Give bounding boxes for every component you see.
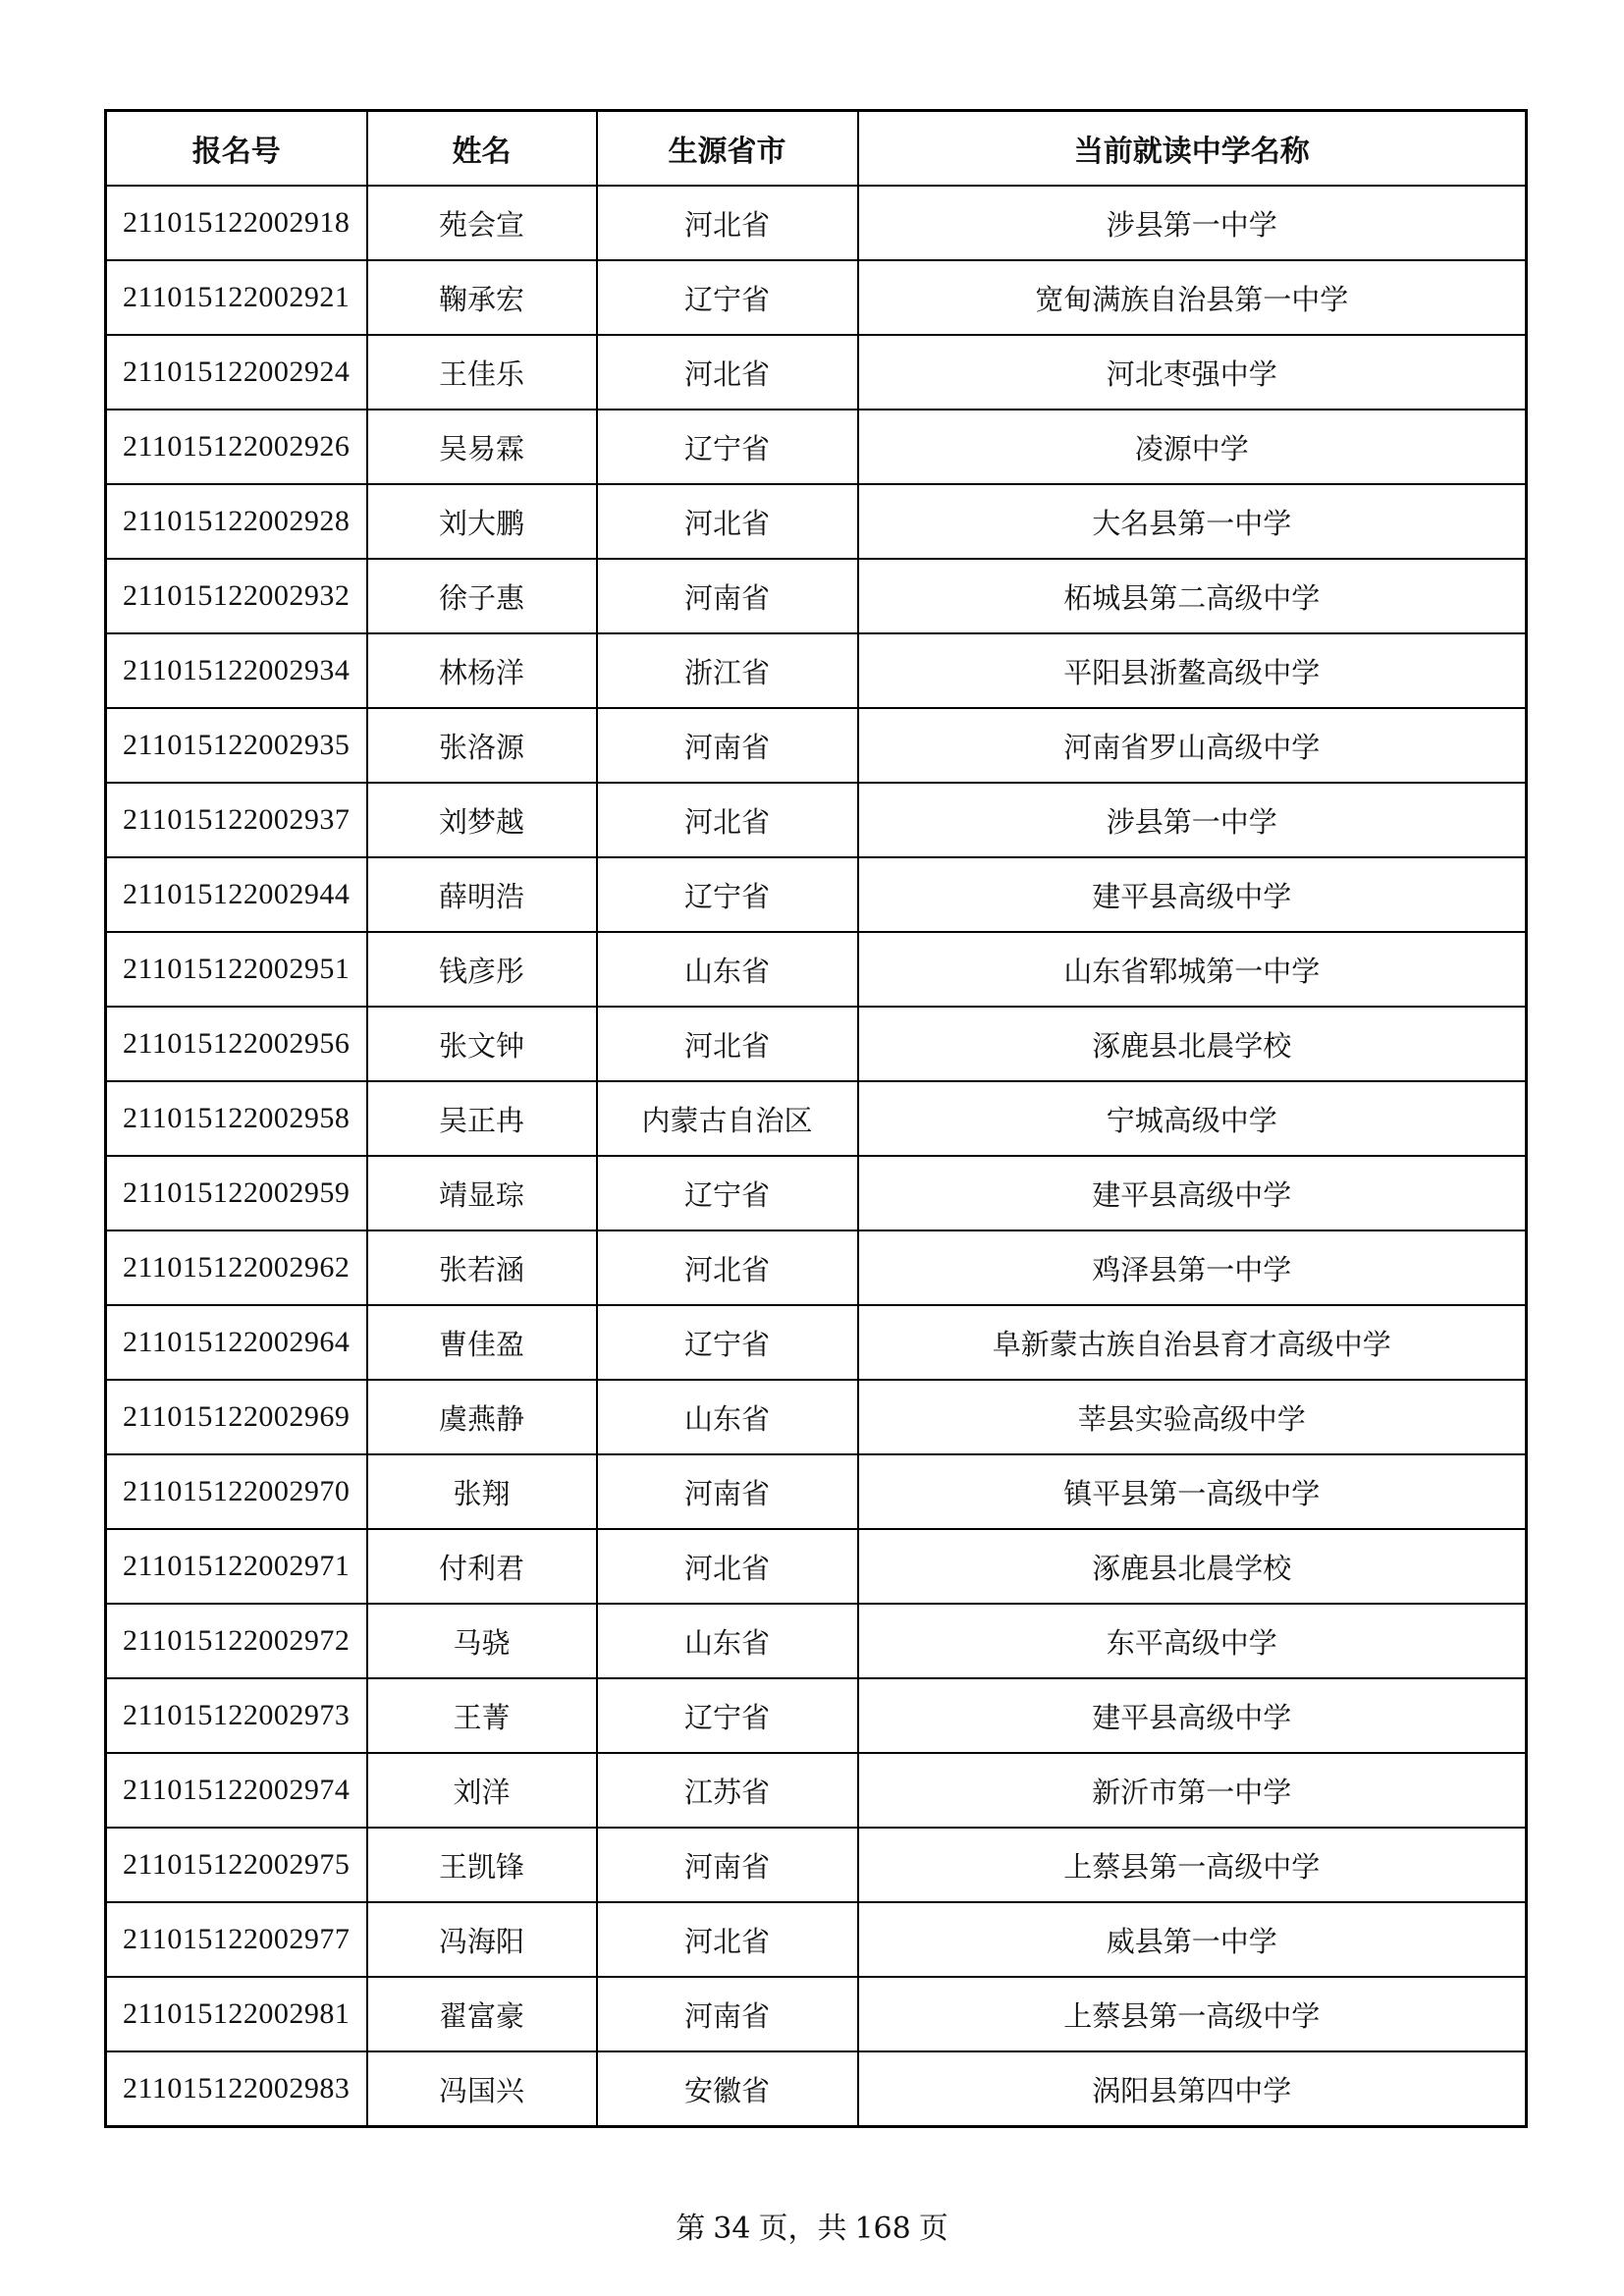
cell-name: 张若涵	[367, 1230, 597, 1305]
cell-school: 涿鹿县北晨学校	[858, 1529, 1527, 1604]
cell-school: 涿鹿县北晨学校	[858, 1007, 1527, 1081]
cell-reg-no: 211015122002959	[106, 1156, 367, 1230]
cell-reg-no: 211015122002981	[106, 1977, 367, 2051]
cell-name: 曹佳盈	[367, 1305, 597, 1380]
table-row	[106, 633, 1527, 708]
cell-reg-no: 211015122002937	[106, 783, 367, 857]
header-row	[106, 111, 1527, 187]
table-row	[106, 1604, 1527, 1678]
cell-school: 宁城高级中学	[858, 1081, 1527, 1156]
cell-reg-no: 211015122002935	[106, 708, 367, 783]
table-row	[106, 410, 1527, 484]
cell-province: 河北省	[597, 1007, 858, 1081]
cell-name: 张翔	[367, 1454, 597, 1529]
cell-province: 山东省	[597, 1380, 858, 1454]
cell-reg-no: 211015122002932	[106, 559, 367, 633]
cell-school: 平阳县浙鳌高级中学	[858, 633, 1527, 708]
admission-roster-table	[104, 109, 1528, 2128]
cell-name: 张文钟	[367, 1007, 597, 1081]
cell-name: 徐子惠	[367, 559, 597, 633]
cell-name: 翟富豪	[367, 1977, 597, 2051]
cell-school: 镇平县第一高级中学	[858, 1454, 1527, 1529]
cell-reg-no: 211015122002973	[106, 1678, 367, 1753]
cell-province: 河南省	[597, 1828, 858, 1902]
table-row	[106, 1380, 1527, 1454]
cell-province: 河北省	[597, 1230, 858, 1305]
total-pages: 168	[854, 2212, 911, 2246]
total-unit: 页	[918, 2212, 948, 2246]
cell-school: 涉县第一中学	[858, 783, 1527, 857]
cell-reg-no: 211015122002934	[106, 633, 367, 708]
header-reg-no: 报名号	[106, 111, 367, 187]
cell-province: 辽宁省	[597, 410, 858, 484]
cell-school: 山东省郓城第一中学	[858, 932, 1527, 1007]
cell-school: 建平县高级中学	[858, 1678, 1527, 1753]
cell-name: 苑会宣	[367, 186, 597, 260]
cell-province: 辽宁省	[597, 260, 858, 335]
cell-school: 上蔡县第一高级中学	[858, 1828, 1527, 1902]
cell-reg-no: 211015122002926	[106, 410, 367, 484]
cell-reg-no: 211015122002956	[106, 1007, 367, 1081]
cell-province: 河北省	[597, 186, 858, 260]
header-province: 生源省市	[597, 111, 858, 187]
page-prefix: 第	[676, 2212, 706, 2246]
page-footer	[0, 2204, 1624, 2247]
cell-province: 内蒙古自治区	[597, 1081, 858, 1156]
cell-province: 辽宁省	[597, 1678, 858, 1753]
table-row	[106, 1007, 1527, 1081]
cell-reg-no: 211015122002918	[106, 186, 367, 260]
cell-province: 安徽省	[597, 2051, 858, 2127]
cell-reg-no: 211015122002969	[106, 1380, 367, 1454]
cell-name: 冯国兴	[367, 2051, 597, 2127]
cell-school: 涉县第一中学	[858, 186, 1527, 260]
table-row	[106, 1977, 1527, 2051]
cell-province: 河南省	[597, 559, 858, 633]
cell-school: 河北枣强中学	[858, 335, 1527, 410]
cell-province: 辽宁省	[597, 1305, 858, 1380]
table-row	[106, 186, 1527, 260]
cell-province: 河北省	[597, 484, 858, 559]
table-row	[106, 1902, 1527, 1977]
cell-school: 东平高级中学	[858, 1604, 1527, 1678]
table-row	[106, 1156, 1527, 1230]
cell-school: 宽甸满族自治县第一中学	[858, 260, 1527, 335]
cell-name: 张洛源	[367, 708, 597, 783]
cell-name: 王佳乐	[367, 335, 597, 410]
cell-province: 河北省	[597, 335, 858, 410]
cell-school: 鸡泽县第一中学	[858, 1230, 1527, 1305]
cell-reg-no: 211015122002975	[106, 1828, 367, 1902]
cell-province: 河南省	[597, 708, 858, 783]
cell-reg-no: 211015122002944	[106, 857, 367, 932]
cell-name: 吴正冉	[367, 1081, 597, 1156]
cell-school: 河南省罗山高级中学	[858, 708, 1527, 783]
cell-province: 山东省	[597, 1604, 858, 1678]
table-row	[106, 1678, 1527, 1753]
cell-reg-no: 211015122002971	[106, 1529, 367, 1604]
table-body	[106, 186, 1527, 2127]
cell-name: 钱彦彤	[367, 932, 597, 1007]
cell-school: 涡阳县第四中学	[858, 2051, 1527, 2127]
cell-province: 辽宁省	[597, 857, 858, 932]
cell-reg-no: 211015122002983	[106, 2051, 367, 2127]
table-row	[106, 1828, 1527, 1902]
cell-name: 刘洋	[367, 1753, 597, 1828]
table-row	[106, 260, 1527, 335]
cell-name: 林杨洋	[367, 633, 597, 708]
table-row	[106, 932, 1527, 1007]
cell-name: 鞠承宏	[367, 260, 597, 335]
table-row	[106, 857, 1527, 932]
cell-province: 河南省	[597, 1977, 858, 2051]
cell-reg-no: 211015122002958	[106, 1081, 367, 1156]
cell-province: 河北省	[597, 1902, 858, 1977]
header-name: 姓名	[367, 111, 597, 187]
table-row	[106, 2051, 1527, 2127]
cell-name: 王菁	[367, 1678, 597, 1753]
table-row	[106, 708, 1527, 783]
table-row	[106, 783, 1527, 857]
table-row	[106, 1454, 1527, 1529]
table-row	[106, 1753, 1527, 1828]
table-row	[106, 559, 1527, 633]
cell-school: 阜新蒙古族自治县育才高级中学	[858, 1305, 1527, 1380]
cell-school: 威县第一中学	[858, 1902, 1527, 1977]
cell-school: 莘县实验高级中学	[858, 1380, 1527, 1454]
cell-province: 山东省	[597, 932, 858, 1007]
cell-school: 建平县高级中学	[858, 1156, 1527, 1230]
page-unit: 页，共	[758, 2212, 847, 2246]
table-row	[106, 1529, 1527, 1604]
cell-province: 河北省	[597, 1529, 858, 1604]
cell-name: 马骁	[367, 1604, 597, 1678]
table-row	[106, 335, 1527, 410]
cell-reg-no: 211015122002964	[106, 1305, 367, 1380]
cell-name: 虞燕静	[367, 1380, 597, 1454]
cell-reg-no: 211015122002928	[106, 484, 367, 559]
cell-name: 王凯锋	[367, 1828, 597, 1902]
cell-school: 大名县第一中学	[858, 484, 1527, 559]
cell-reg-no: 211015122002951	[106, 932, 367, 1007]
cell-reg-no: 211015122002921	[106, 260, 367, 335]
table-row	[106, 484, 1527, 559]
cell-reg-no: 211015122002962	[106, 1230, 367, 1305]
table-row	[106, 1230, 1527, 1305]
cell-province: 辽宁省	[597, 1156, 858, 1230]
cell-name: 刘大鹏	[367, 484, 597, 559]
cell-school: 柘城县第二高级中学	[858, 559, 1527, 633]
header-school: 当前就读中学名称	[858, 111, 1527, 187]
cell-name: 薛明浩	[367, 857, 597, 932]
cell-name: 冯海阳	[367, 1902, 597, 1977]
cell-name: 付利君	[367, 1529, 597, 1604]
cell-school: 新沂市第一中学	[858, 1753, 1527, 1828]
cell-name: 吴易霖	[367, 410, 597, 484]
cell-school: 上蔡县第一高级中学	[858, 1977, 1527, 2051]
cell-province: 河南省	[597, 1454, 858, 1529]
table-header	[106, 111, 1527, 187]
cell-province: 浙江省	[597, 633, 858, 708]
cell-reg-no: 211015122002972	[106, 1604, 367, 1678]
cell-reg-no: 211015122002977	[106, 1902, 367, 1977]
cell-reg-no: 211015122002924	[106, 335, 367, 410]
cell-name: 靖显琮	[367, 1156, 597, 1230]
page-number: 34	[713, 2212, 751, 2246]
cell-school: 建平县高级中学	[858, 857, 1527, 932]
cell-school: 凌源中学	[858, 410, 1527, 484]
table-row	[106, 1081, 1527, 1156]
cell-reg-no: 211015122002970	[106, 1454, 367, 1529]
cell-name: 刘梦越	[367, 783, 597, 857]
cell-reg-no: 211015122002974	[106, 1753, 367, 1828]
cell-province: 江苏省	[597, 1753, 858, 1828]
cell-province: 河北省	[597, 783, 858, 857]
table-row	[106, 1305, 1527, 1380]
